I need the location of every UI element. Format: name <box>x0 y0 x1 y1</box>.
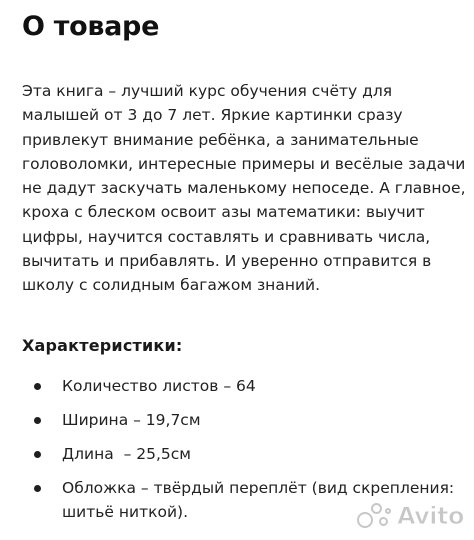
bullet-icon <box>34 417 41 424</box>
characteristics-title: Характеристики: <box>22 336 183 355</box>
characteristic-label: Обложка – твёрдый переплёт (вид скрепления: шитьё ниткой). <box>62 479 455 521</box>
characteristic-label: Количество листов – 64 <box>62 377 256 395</box>
bullet-icon <box>34 485 41 492</box>
avito-logo-icon <box>357 502 393 530</box>
bullet-icon <box>34 451 41 458</box>
section-title: О товаре <box>22 11 160 42</box>
characteristic-item <box>22 408 462 432</box>
product-description: Эта книга – лучший курс обучения счёту для малышей от 3 до 7 лет. Яркие картинки сразу привлекут внимание ребёнка, а занимательные головоломки, интересные примеры и весёлые задачи не дадут заскучать маленькому непоседе. А главное, кроха с блеском освоит азы математики: выучит цифры, научится составлять и сравнивать числа, вычитать и прибавлять. И уверенно отправится в школу с солидным багажом знаний. <box>22 82 466 295</box>
characteristic-item <box>22 442 462 466</box>
characteristic-item <box>22 374 462 398</box>
characteristic-label: Ширина – 19,7см <box>62 411 201 429</box>
avito-watermark <box>357 502 464 530</box>
bullet-icon <box>34 383 41 390</box>
watermark-text: Avito <box>396 502 464 530</box>
characteristic-label: Длина – 25,5см <box>62 445 191 463</box>
